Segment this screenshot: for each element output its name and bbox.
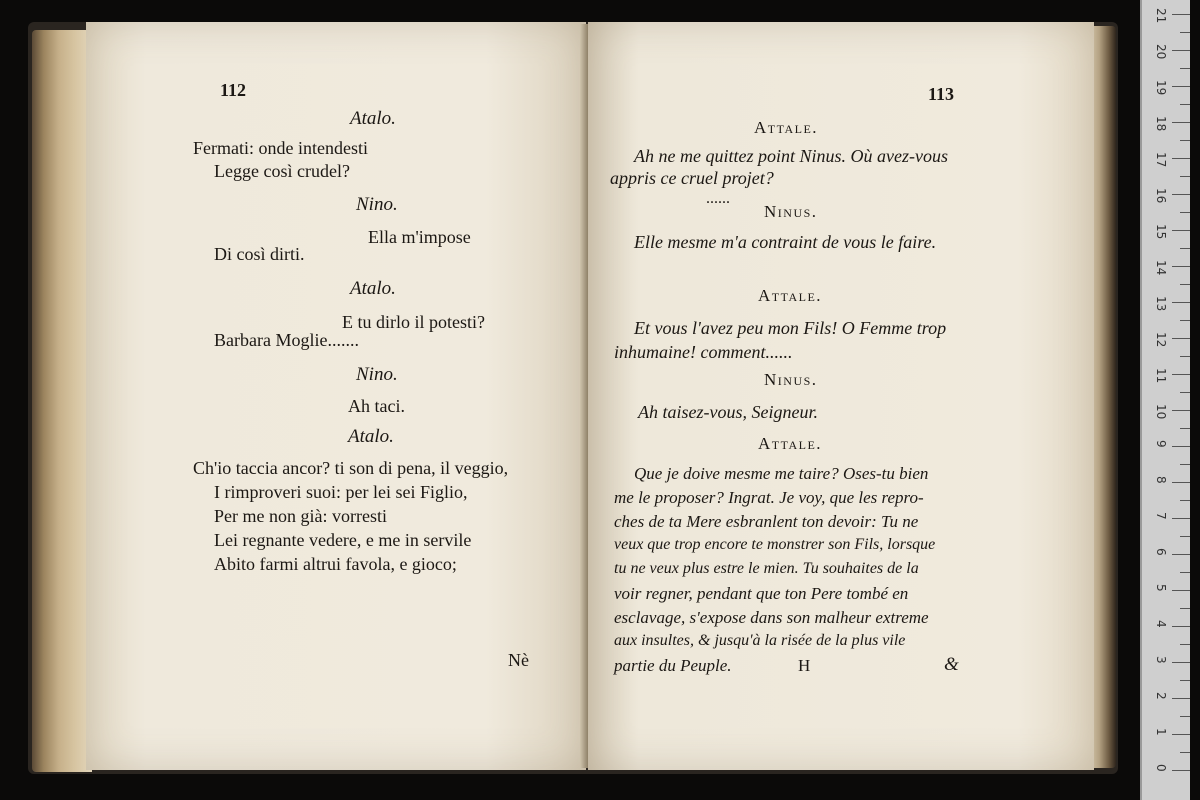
left-page xyxy=(86,22,586,770)
ruler-half-tick xyxy=(1180,140,1190,141)
speaker-label: Atalo. xyxy=(348,426,394,447)
prose-line: me le proposer? Ingrat. Je voy, que les repro- xyxy=(614,488,924,507)
ruler-label: 5 xyxy=(1154,584,1168,592)
prose-line: veux que trop encore te monstrer son Fils, lorsque xyxy=(614,536,936,553)
ruler-cm-tick xyxy=(1172,50,1190,51)
ellipsis: ...... xyxy=(706,190,730,207)
ruler-half-tick xyxy=(1180,212,1190,213)
speaker-label: Atalo. xyxy=(350,278,396,299)
ruler-half-tick xyxy=(1180,104,1190,105)
ruler-cm-tick xyxy=(1172,770,1190,771)
ruler-label: 8 xyxy=(1154,476,1168,484)
ruler-cm-tick xyxy=(1172,374,1190,375)
speaker-label: Attale. xyxy=(754,118,819,137)
ruler-cm-tick xyxy=(1172,158,1190,159)
verse-line: Barbara Moglie....... xyxy=(214,330,359,350)
signature-mark: H xyxy=(798,656,811,675)
ruler-cm-tick xyxy=(1172,14,1190,15)
ruler-label: 9 xyxy=(1154,440,1168,448)
ruler-half-tick xyxy=(1180,500,1190,501)
catchword: & xyxy=(944,654,959,675)
ruler-cm-tick xyxy=(1172,590,1190,591)
ruler-half-tick xyxy=(1180,536,1190,537)
ruler-half-tick xyxy=(1180,356,1190,357)
prose-line: appris ce cruel projet? xyxy=(610,168,774,188)
ruler-half-tick xyxy=(1180,320,1190,321)
speaker-label: Ninus. xyxy=(764,370,818,389)
ruler-cm-tick xyxy=(1172,302,1190,303)
ruler-half-tick xyxy=(1180,680,1190,681)
verse-line: Lei regnante vedere, e me in servile xyxy=(214,530,472,550)
ruler-half-tick xyxy=(1180,572,1190,573)
ruler-label: 10 xyxy=(1154,404,1168,420)
prose-line: Ah taisez-vous, Seigneur. xyxy=(638,402,818,422)
prose-line: Elle mesme m'a contraint de vous le faire. xyxy=(634,232,937,252)
ruler-half-tick xyxy=(1180,752,1190,753)
ruler-label: 0 xyxy=(1154,764,1168,772)
prose-line: Et vous l'avez peu mon Fils! O Femme trop xyxy=(634,318,947,338)
verse-line: Di così dirti. xyxy=(214,244,305,264)
ruler-label: 7 xyxy=(1154,512,1168,520)
speaker-label: Attale. xyxy=(758,434,823,453)
catchword: Nè xyxy=(508,650,529,670)
prose-line: voir regner, pendant que ton Pere tombé en xyxy=(614,584,909,603)
ruler-cm-tick xyxy=(1172,698,1190,699)
verse-line: Abito farmi altrui favola, e gioco; xyxy=(214,554,457,574)
ruler-cm-tick xyxy=(1172,410,1190,411)
verse-line: Ella m'impose xyxy=(368,227,471,247)
ruler-cm-tick xyxy=(1172,734,1190,735)
prose-line: partie du Peuple. xyxy=(614,656,732,675)
ruler-cm-tick xyxy=(1172,662,1190,663)
verse-line: Ah taci. xyxy=(348,396,405,416)
ruler-half-tick xyxy=(1180,68,1190,69)
ruler-half-tick xyxy=(1180,248,1190,249)
prose-line: Ah ne me quittez point Ninus. Où avez-vous xyxy=(634,146,948,166)
verse-line: E tu dirlo il potesti? xyxy=(342,312,485,332)
speaker-label: Attale. xyxy=(758,286,823,305)
ruler-half-tick xyxy=(1180,716,1190,717)
ruler-label: 18 xyxy=(1154,116,1168,132)
speaker-label: Atalo. xyxy=(350,108,396,129)
ruler-label: 11 xyxy=(1154,368,1168,384)
ruler-label: 15 xyxy=(1154,224,1168,240)
ruler-label: 14 xyxy=(1154,260,1168,276)
verse-line: Ch'io taccia ancor? ti son di pena, il veggio, xyxy=(193,458,509,478)
ruler-label: 1 xyxy=(1154,728,1168,736)
ruler-label: 20 xyxy=(1154,44,1168,60)
prose-line: esclavage, s'expose dans son malheur extreme xyxy=(614,608,929,627)
ruler-cm-tick xyxy=(1172,482,1190,483)
speaker-label: Ninus. xyxy=(764,202,818,221)
verse-line: Legge così crudel? xyxy=(214,161,350,181)
ruler-cm-tick xyxy=(1172,194,1190,195)
ruler-label: 3 xyxy=(1154,656,1168,664)
ruler-label: 19 xyxy=(1154,80,1168,96)
page-number: 112 xyxy=(220,80,247,100)
right-page xyxy=(588,22,1094,770)
ruler-half-tick xyxy=(1180,644,1190,645)
ruler-label: 21 xyxy=(1154,8,1168,24)
ruler-label: 6 xyxy=(1154,548,1168,556)
ruler-half-tick xyxy=(1180,428,1190,429)
verse-line: Per me non già: vorresti xyxy=(214,506,387,526)
ruler-cm-tick xyxy=(1172,626,1190,627)
ruler-cm-tick xyxy=(1172,518,1190,519)
verse-line: I rimproveri suoi: per lei sei Figlio, xyxy=(214,482,468,502)
ruler-half-tick xyxy=(1180,284,1190,285)
left-page-edges xyxy=(32,30,92,772)
ruler-half-tick xyxy=(1180,176,1190,177)
page-number: 113 xyxy=(928,84,955,104)
verse-line: Fermati: onde intendesti xyxy=(193,138,368,158)
ruler-label: 16 xyxy=(1154,188,1168,204)
ruler-label: 13 xyxy=(1154,296,1168,312)
ruler-cm-tick xyxy=(1172,446,1190,447)
prose-line: Que je doive mesme me taire? Oses-tu bien xyxy=(634,464,929,483)
ruler-half-tick xyxy=(1180,392,1190,393)
ruler-cm-tick xyxy=(1172,266,1190,267)
speaker-label: Nino. xyxy=(356,364,398,385)
prose-line: tu ne veux plus estre le mien. Tu souhaites de la xyxy=(614,560,919,577)
ruler-cm-tick xyxy=(1172,86,1190,87)
ruler-label: 4 xyxy=(1154,620,1168,628)
measurement-ruler xyxy=(1140,0,1190,800)
ruler-cm-tick xyxy=(1172,122,1190,123)
speaker-label: Nino. xyxy=(356,194,398,215)
ruler-half-tick xyxy=(1180,464,1190,465)
ruler-half-tick xyxy=(1180,32,1190,33)
prose-line: inhumaine! comment...... xyxy=(614,342,793,362)
ruler-label: 2 xyxy=(1154,692,1168,700)
ruler-label: 17 xyxy=(1154,152,1168,168)
ruler-cm-tick xyxy=(1172,230,1190,231)
ruler-cm-tick xyxy=(1172,554,1190,555)
prose-line: ches de ta Mere esbranlent ton devoir: Tu ne xyxy=(614,512,919,531)
prose-line: aux insultes, & jusqu'à la risée de la plus vile xyxy=(614,632,906,649)
ruler-label: 12 xyxy=(1154,332,1168,348)
ruler-half-tick xyxy=(1180,608,1190,609)
ruler-cm-tick xyxy=(1172,338,1190,339)
